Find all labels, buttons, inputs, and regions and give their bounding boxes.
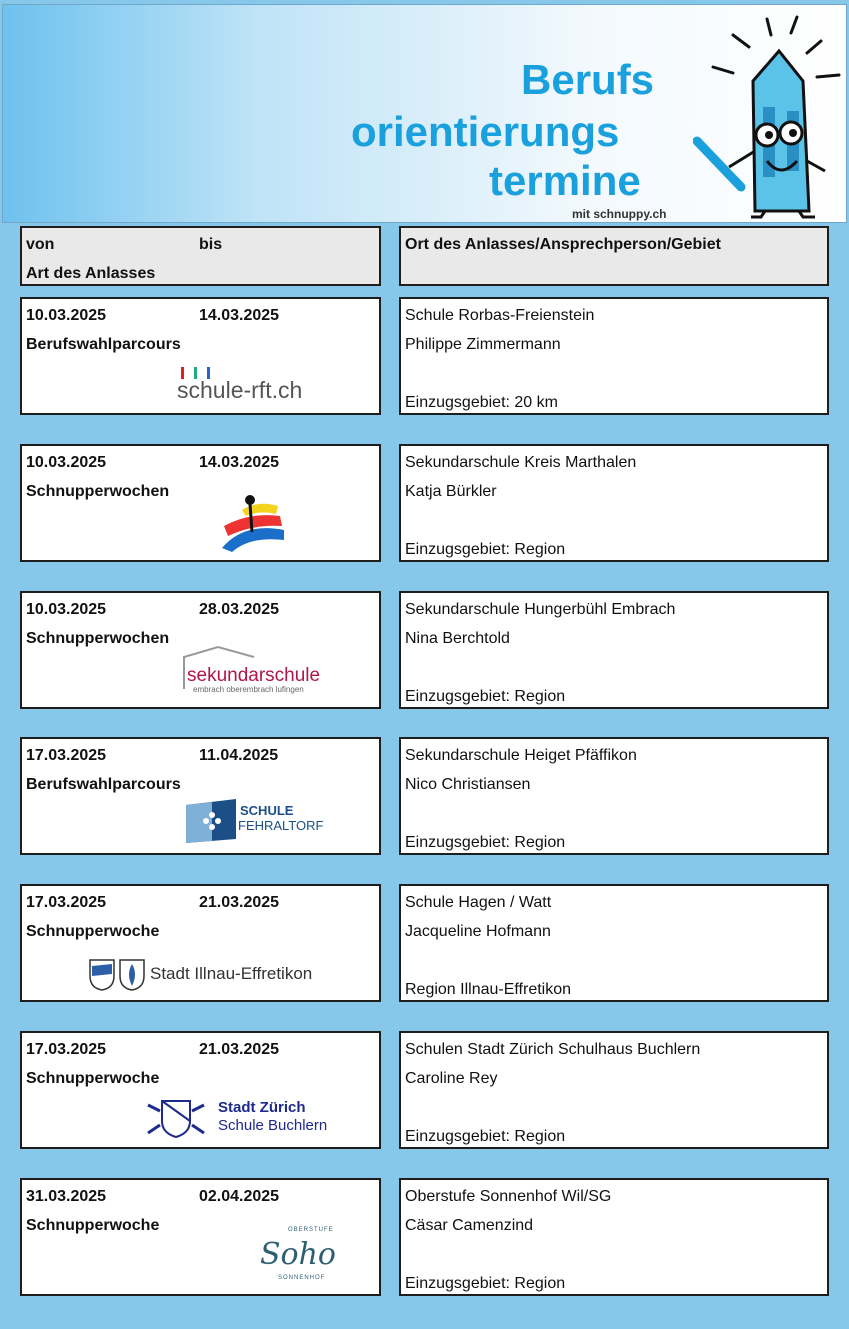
event-type: Schnupperwoche bbox=[26, 1217, 160, 1234]
school-logo bbox=[146, 1097, 356, 1139]
logo-text: schule-rft.ch bbox=[177, 377, 303, 403]
logo-text: sekundarschule bbox=[187, 665, 321, 686]
event-location: Schulen Stadt Zürich Schulhaus Buchlern bbox=[405, 1041, 701, 1058]
event-card-left bbox=[20, 737, 381, 855]
event-date-to: 21.03.2025 bbox=[199, 894, 280, 911]
subtitle: mit schnuppy.ch bbox=[572, 207, 667, 221]
mascot-icon bbox=[693, 11, 843, 221]
event-contact: Jacqueline Hofmann bbox=[405, 923, 551, 940]
logo-subtext: SONNENHOF bbox=[278, 1275, 326, 1281]
event-area: Einzugsgebiet: Region bbox=[405, 688, 566, 705]
event-type: Schnupperwochen bbox=[26, 630, 170, 647]
header-bis: bis bbox=[199, 236, 223, 253]
event-location: Schule Hagen / Watt bbox=[405, 894, 552, 911]
event-contact: Caroline Rey bbox=[405, 1070, 498, 1087]
school-logo-figure-icon bbox=[214, 492, 294, 556]
event-type: Schnupperwoche bbox=[26, 1070, 160, 1087]
event-location: Sekundarschule Heiget Pfäffikon bbox=[405, 747, 637, 764]
event-card-left bbox=[20, 591, 381, 709]
event-type: Berufswahlparcours bbox=[26, 336, 181, 353]
logo-subtext: embrach oberembrach lufingen bbox=[193, 685, 304, 694]
event-area: Einzugsgebiet: Region bbox=[405, 541, 566, 558]
school-logo bbox=[177, 365, 327, 405]
event-location: Oberstufe Sonnenhof Wil/SG bbox=[405, 1188, 612, 1205]
logo-text: Stadt Illnau-Effretikon bbox=[150, 964, 313, 983]
header-von: von bbox=[26, 236, 55, 253]
event-date-from: 10.03.2025 bbox=[26, 601, 107, 618]
event-card-left bbox=[20, 1031, 381, 1149]
event-type: Schnupperwoche bbox=[26, 923, 160, 940]
event-contact: Katja Bürkler bbox=[405, 483, 497, 500]
event-date-from: 17.03.2025 bbox=[26, 747, 107, 764]
event-area: Einzugsgebiet: Region bbox=[405, 1128, 566, 1145]
event-area: Einzugsgebiet: 20 km bbox=[405, 394, 558, 411]
event-date-from: 17.03.2025 bbox=[26, 894, 107, 911]
title-line-2: orientierungs bbox=[351, 108, 620, 155]
event-area: Region Illnau-Effretikon bbox=[405, 981, 572, 998]
coat-of-arms-icon bbox=[88, 958, 146, 992]
school-logo bbox=[182, 643, 342, 699]
logo-subtext: FEHRALTORF bbox=[238, 818, 324, 833]
event-card-right bbox=[399, 297, 829, 415]
school-logo bbox=[182, 799, 342, 843]
event-card-right bbox=[399, 1031, 829, 1149]
event-date-to: 02.04.2025 bbox=[199, 1188, 280, 1205]
school-logo bbox=[254, 1224, 334, 1288]
event-card-right bbox=[399, 884, 829, 1002]
event-location: Sekundarschule Hungerbühl Embrach bbox=[405, 601, 676, 618]
event-card-right bbox=[399, 591, 829, 709]
event-date-from: 10.03.2025 bbox=[26, 454, 107, 471]
event-location: Schule Rorbas-Freienstein bbox=[405, 307, 595, 324]
logo-toptext: OBERSTUFE bbox=[288, 1227, 334, 1233]
logo-text: SCHULE bbox=[240, 803, 294, 818]
event-location: Sekundarschule Kreis Marthalen bbox=[405, 454, 637, 471]
event-date-to: 14.03.2025 bbox=[199, 454, 280, 471]
event-card-right bbox=[399, 737, 829, 855]
event-date-to: 28.03.2025 bbox=[199, 601, 280, 618]
table-header-left bbox=[20, 226, 381, 286]
event-card-left bbox=[20, 1178, 381, 1296]
event-card-left bbox=[20, 884, 381, 1002]
event-card-right bbox=[399, 1178, 829, 1296]
event-area: Einzugsgebiet: Region bbox=[405, 1275, 566, 1292]
event-contact: Cäsar Camenzind bbox=[405, 1217, 534, 1234]
header-banner bbox=[2, 4, 847, 223]
event-area: Einzugsgebiet: Region bbox=[405, 834, 566, 851]
header-ort: Ort des Anlasses/Ansprechperson/Gebiet bbox=[405, 236, 721, 253]
event-contact: Nico Christiansen bbox=[405, 776, 531, 793]
event-date-to: 11.04.2025 bbox=[199, 747, 279, 764]
logo-flag-icon bbox=[182, 799, 238, 843]
event-card-left bbox=[20, 297, 381, 415]
event-card-left bbox=[20, 444, 381, 562]
title-line-3: termine bbox=[489, 157, 641, 204]
header-art: Art des Anlasses bbox=[26, 265, 156, 282]
event-date-to: 21.03.2025 bbox=[199, 1041, 280, 1058]
school-logo bbox=[88, 958, 368, 992]
event-type: Schnupperwochen bbox=[26, 483, 170, 500]
event-date-from: 31.03.2025 bbox=[26, 1188, 107, 1205]
logo-subtext: Schule Buchlern bbox=[218, 1117, 328, 1134]
event-contact: Philippe Zimmermann bbox=[405, 336, 561, 353]
event-date-from: 10.03.2025 bbox=[26, 307, 107, 324]
event-card-right bbox=[399, 444, 829, 562]
event-date-to: 14.03.2025 bbox=[199, 307, 280, 324]
zurich-crest-icon bbox=[146, 1097, 206, 1139]
event-date-from: 17.03.2025 bbox=[26, 1041, 107, 1058]
event-type: Berufswahlparcours bbox=[26, 776, 181, 793]
logo-text: Soho bbox=[260, 1237, 336, 1272]
table-header-right bbox=[399, 226, 829, 286]
event-contact: Nina Berchtold bbox=[405, 630, 510, 647]
logo-text: Stadt Zürich bbox=[218, 1099, 306, 1116]
title-line-1: Berufs bbox=[521, 56, 655, 103]
